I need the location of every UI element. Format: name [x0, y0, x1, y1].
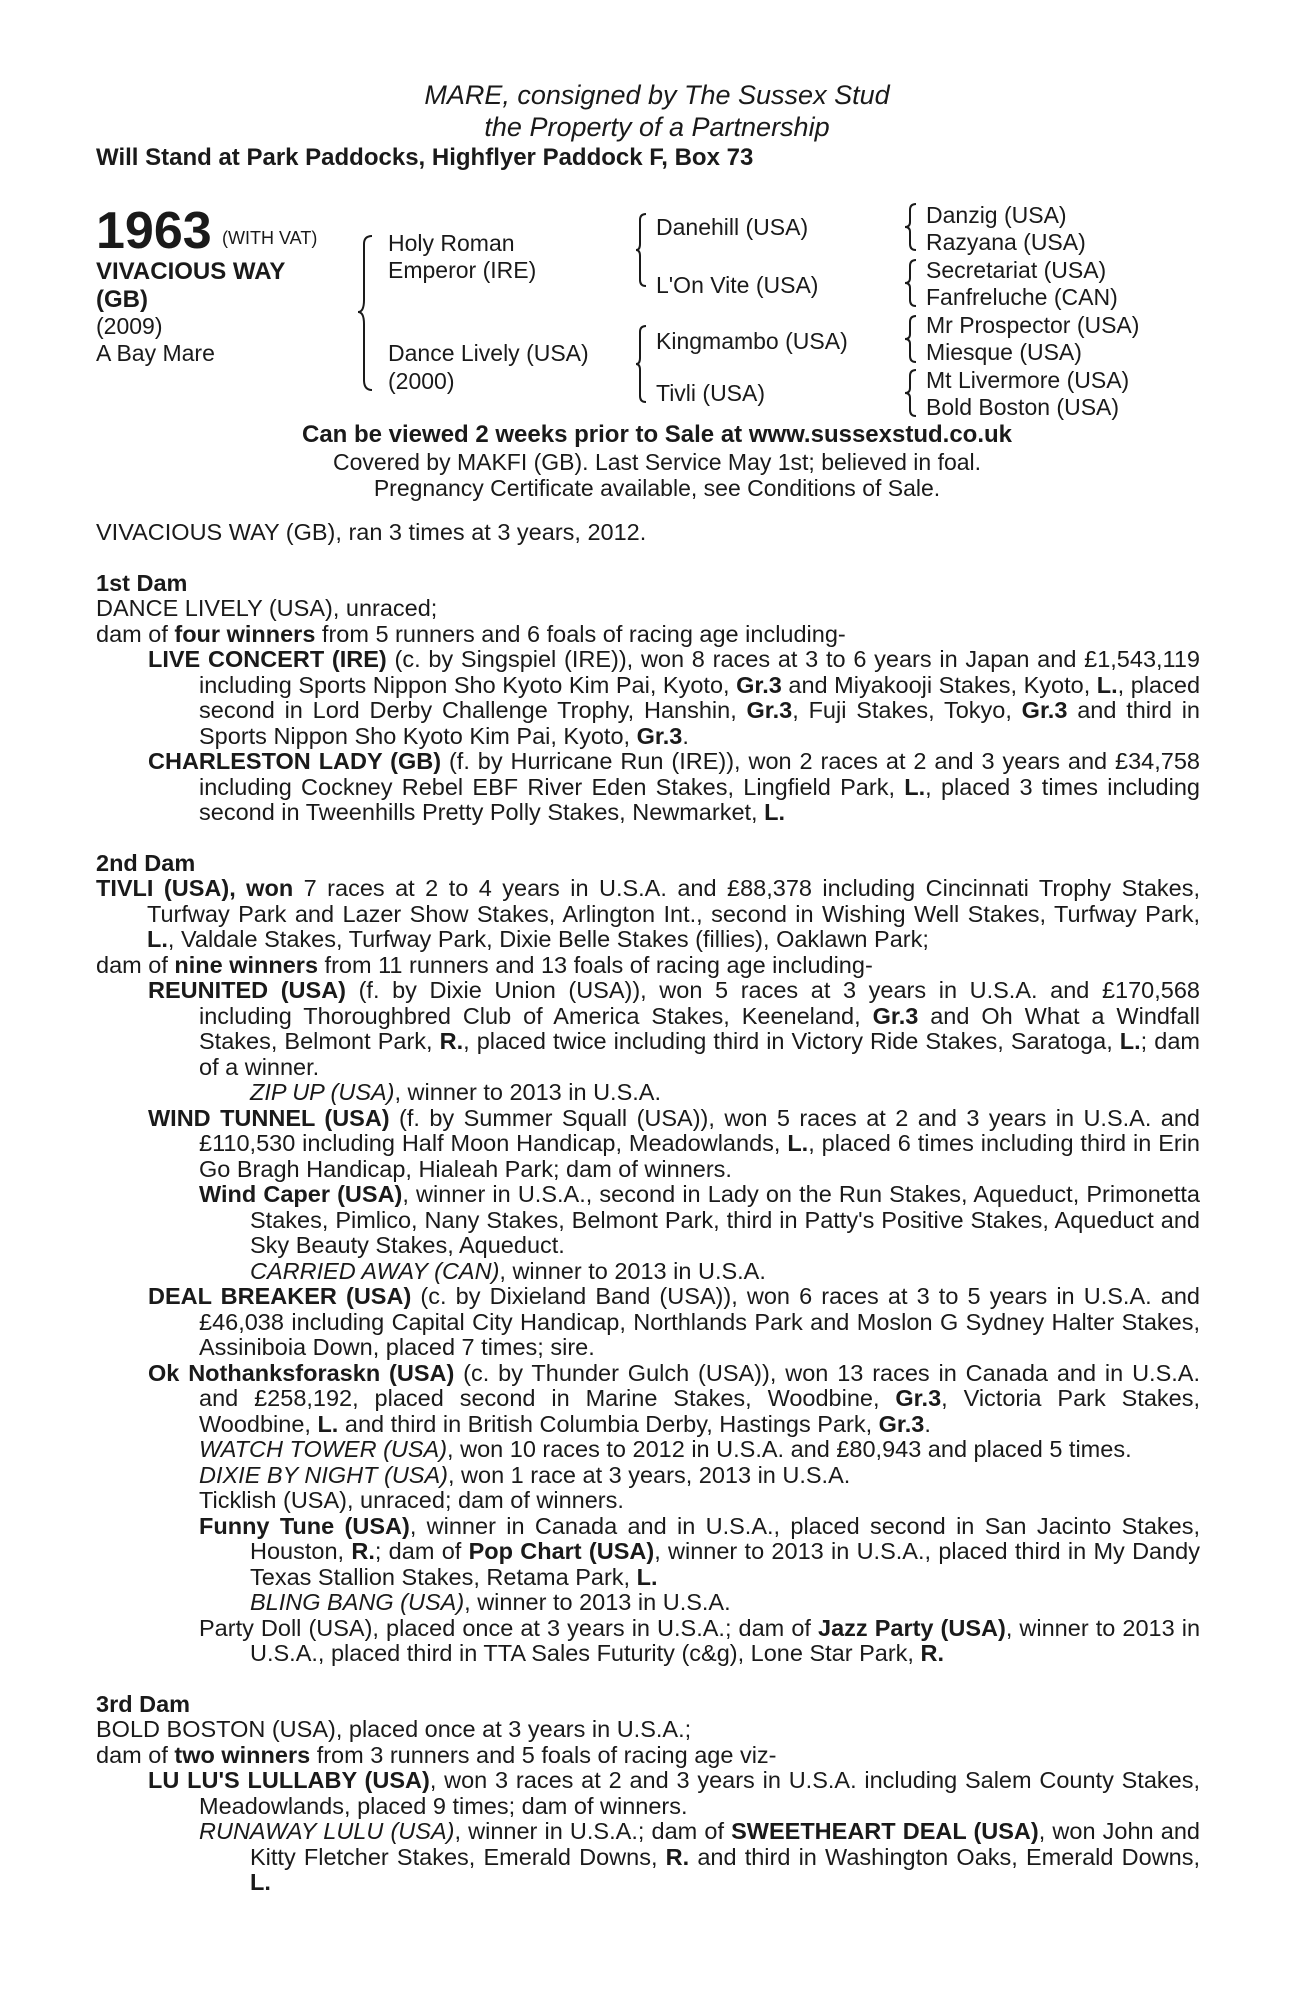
stand-location: Will Stand at Park Paddocks, Highflyer Paddock F, Box 73 — [96, 144, 754, 171]
pedigree-g6: Miesque (USA) — [926, 339, 1082, 365]
pedigree-bracket-dam — [634, 324, 650, 408]
first-dam-heading: 1st Dam — [96, 569, 188, 596]
first-dam-produce: dam of four winners from 5 runners and 6 foals of racing age including- — [96, 620, 846, 647]
progeny-funny-tune: Funny Tune (USA), winner in Canada and in U.S.A., placed second in San Jacinto Stakes, Houston, R.; dam of Pop Chart (USA), winner to 2013 in U.S.A., placed third in My Dandy Texas Stallion Stakes, Retama Park, L. — [199, 1512, 1200, 1590]
pedigree-bracket-g56 — [904, 314, 920, 366]
progeny-wind-caper: Wind Caper (USA), winner in U.S.A., second in Lady on the Run Stakes, Aqueduct, Primonetta Stakes, Pimlico, Nany Stakes, Belmont Park, third in Patty's Positive Stakes, Aqueduct and Sky Beauty Stakes, Aqueduct. — [199, 1181, 1200, 1258]
pedigree-sire-dam: L'On Vite (USA) — [656, 272, 819, 298]
pedigree-g5: Mr Prospector (USA) — [926, 312, 1140, 338]
progeny-runaway-lulu: RUNAWAY LULU (USA), winner in U.S.A.; dam of SWEETHEART DEAL (USA), won John and Kitty Fletcher Stakes, Emerald Downs, R. and third in Washington Oaks, Emerald Downs, L. — [199, 1818, 1200, 1895]
pedigree-dam-sire: Kingmambo (USA) — [656, 328, 848, 354]
pedigree-notes — [96, 520, 1200, 1896]
pedigree-g7: Mt Livermore (USA) — [926, 367, 1130, 393]
horse-year: (2009) — [96, 313, 163, 339]
property-line: the Property of a Partnership — [484, 112, 830, 142]
progeny-ok-nothanksforaskn: Ok Nothanksforaskn (USA) (c. by Thunder Gulch (USA)), won 13 races in Canada and in U.S.A. and £258,192, placed second in Marine Stakes, Woodbine, Gr.3, Victoria Park Stakes, Woodbine, L. and third in British Columbia Derby, Hastings Park, Gr.3. — [148, 1359, 1200, 1437]
pregnancy-notice: Pregnancy Certificate available, see Conditions of Sale. — [373, 475, 941, 501]
vat-label: (WITH VAT) — [222, 228, 318, 248]
horse-description: A Bay Mare — [96, 340, 215, 366]
progeny-charleston-lady: CHARLESTON LADY (GB) (f. by Hurricane Run (IRE)), won 2 races at 2 and 3 years and £34,758 including Cockney Rebel EBF River Eden Stakes, Lingfield Park, L., placed 3 times including second in Tweenhills Pretty Polly Stakes, Newmarket, L. — [148, 748, 1200, 825]
second-dam-tivli: TIVLI (USA), won 7 races at 2 to 4 years in U.S.A. and £88,378 including Cincinnati Trophy Stakes, Turfway Park and Lazer Show Stakes, Arlington Int., second in Wishing Well Stakes, Turfway Park, L., Valdale Stakes, Turfway Park, Dixie Belle Stakes (fillies), Oaklawn Park; — [96, 875, 1200, 952]
lot-number: 1963 — [96, 202, 212, 260]
pedigree-g8: Bold Boston (USA) — [926, 394, 1120, 420]
viewing-notice: Can be viewed 2 weeks prior to Sale at www.sussexstud.co.uk — [301, 421, 1013, 448]
progeny-bling-bang: BLING BANG (USA), winner to 2013 in U.S.A. — [250, 1589, 731, 1615]
second-dam-produce: dam of nine winners from 11 runners and 13 foals of racing age including- — [96, 951, 873, 978]
horse-name: VIVACIOUS WAY (GB) — [96, 258, 285, 313]
progeny-dixie-by-night: DIXIE BY NIGHT (USA), won 1 race at 3 years, 2013 in U.S.A. — [199, 1461, 851, 1488]
pedigree-dam: Dance Lively (USA) — [388, 340, 589, 366]
progeny-deal-breaker: DEAL BREAKER (USA) (c. by Dixieland Band (USA)), won 6 races at 3 to 5 years in U.S.A. and £46,038 including Capital City Handicap, Northlands Park and Moslon G Sydney Halter Stakes, Assiniboia Down, placed 7 times; sire. — [148, 1283, 1200, 1360]
pedigree-bracket-sire — [634, 212, 650, 292]
progeny-lu-lus-lullaby: LU LU'S LULLABY (USA), won 3 races at 2 and 3 years in U.S.A. including Salem County Stakes, Meadowlands, placed 9 times; dam of winners. — [148, 1767, 1200, 1819]
progeny-zip-up: ZIP UP (USA), winner to 2013 in U.S.A. — [250, 1079, 661, 1105]
pedigree-g2: Razyana (USA) — [926, 229, 1086, 255]
progeny-reunited: REUNITED (USA) (f. by Dixie Union (USA)), won 5 races at 3 years in U.S.A. and £170,568 including Thoroughbred Club of America Stakes, Keeneland, Gr.3 and Oh What a Windfall Stakes, Belmont Park, R., placed twice including third in Victory Ride Stakes, Saratoga, L.; dam of a winner. — [148, 977, 1201, 1080]
progeny-live-concert: LIVE CONCERT (IRE) (c. by Singspiel (IRE)), won 8 races at 3 to 6 years in Japan and £1,543,119 including Sports Nippon Sho Kyoto Kim Pai, Kyoto, Gr.3 and Miyakooji Stakes, Kyoto, L., placed second in Lord Derby Challenge Trophy, Hanshin, Gr.3, Fuji Stakes, Tokyo, Gr.3 and third in Sports Nippon Sho Kyoto Kim Pai, Kyoto, Gr.3. — [148, 646, 1201, 749]
pedigree-bracket-g34 — [904, 258, 920, 310]
pedigree-bracket-g78 — [904, 368, 920, 420]
third-dam-line: BOLD BOSTON (USA), placed once at 3 years in U.S.A.; — [96, 1716, 692, 1742]
progeny-party-doll: Party Doll (USA), placed once at 3 years in U.S.A.; dam of Jazz Party (USA), winner to 2013 in U.S.A., placed third in TTA Sales Futurity (c&g), Lone Star Park, R. — [199, 1614, 1201, 1666]
consignor-line: MARE, consigned by The Sussex Stud — [424, 80, 890, 110]
pedigree-g3: Secretariat (USA) — [926, 257, 1107, 283]
racing-record: VIVACIOUS WAY (GB), ran 3 times at 3 years, 2012. — [96, 519, 647, 545]
progeny-carried-away: CARRIED AWAY (CAN), winner to 2013 in U.S.A. — [250, 1257, 766, 1284]
progeny-wind-tunnel: WIND TUNNEL (USA) (f. by Summer Squall (USA)), won 5 races at 2 and 3 years in U.S.A. and £110,530 including Half Moon Handicap, Meadowlands, L., placed 6 times including third in Erin Go Bragh Handicap, Hialeah Park; dam of winners. — [148, 1104, 1200, 1182]
progeny-watch-tower: WATCH TOWER (USA), won 10 races to 2012 in U.S.A. and £80,943 and placed 5 times. — [199, 1436, 1132, 1462]
third-dam-heading: 3rd Dam — [96, 1690, 191, 1717]
progeny-ticklish: Ticklish (USA), unraced; dam of winners. — [199, 1487, 624, 1513]
pedigree-sire: Holy Roman Emperor (IRE) — [388, 230, 537, 283]
pedigree-sire-sire: Danehill (USA) — [656, 214, 809, 240]
pedigree-bracket-main — [360, 234, 380, 394]
first-dam-line: DANCE LIVELY (USA), unraced; — [96, 595, 438, 621]
second-dam-heading: 2nd Dam — [96, 849, 196, 876]
pedigree-g1: Danzig (USA) — [926, 202, 1067, 228]
third-dam-produce: dam of two winners from 3 runners and 5 foals of racing age viz- — [96, 1741, 777, 1768]
covered-notice: Covered by MAKFI (GB). Last Service May 1st; believed in foal. — [332, 449, 982, 475]
pedigree-dam-dam: Tivli (USA) — [656, 380, 766, 406]
pedigree-dam-year: (2000) — [388, 368, 455, 394]
pedigree-bracket-g12 — [904, 202, 920, 254]
pedigree-g4: Fanfreluche (CAN) — [926, 284, 1118, 310]
